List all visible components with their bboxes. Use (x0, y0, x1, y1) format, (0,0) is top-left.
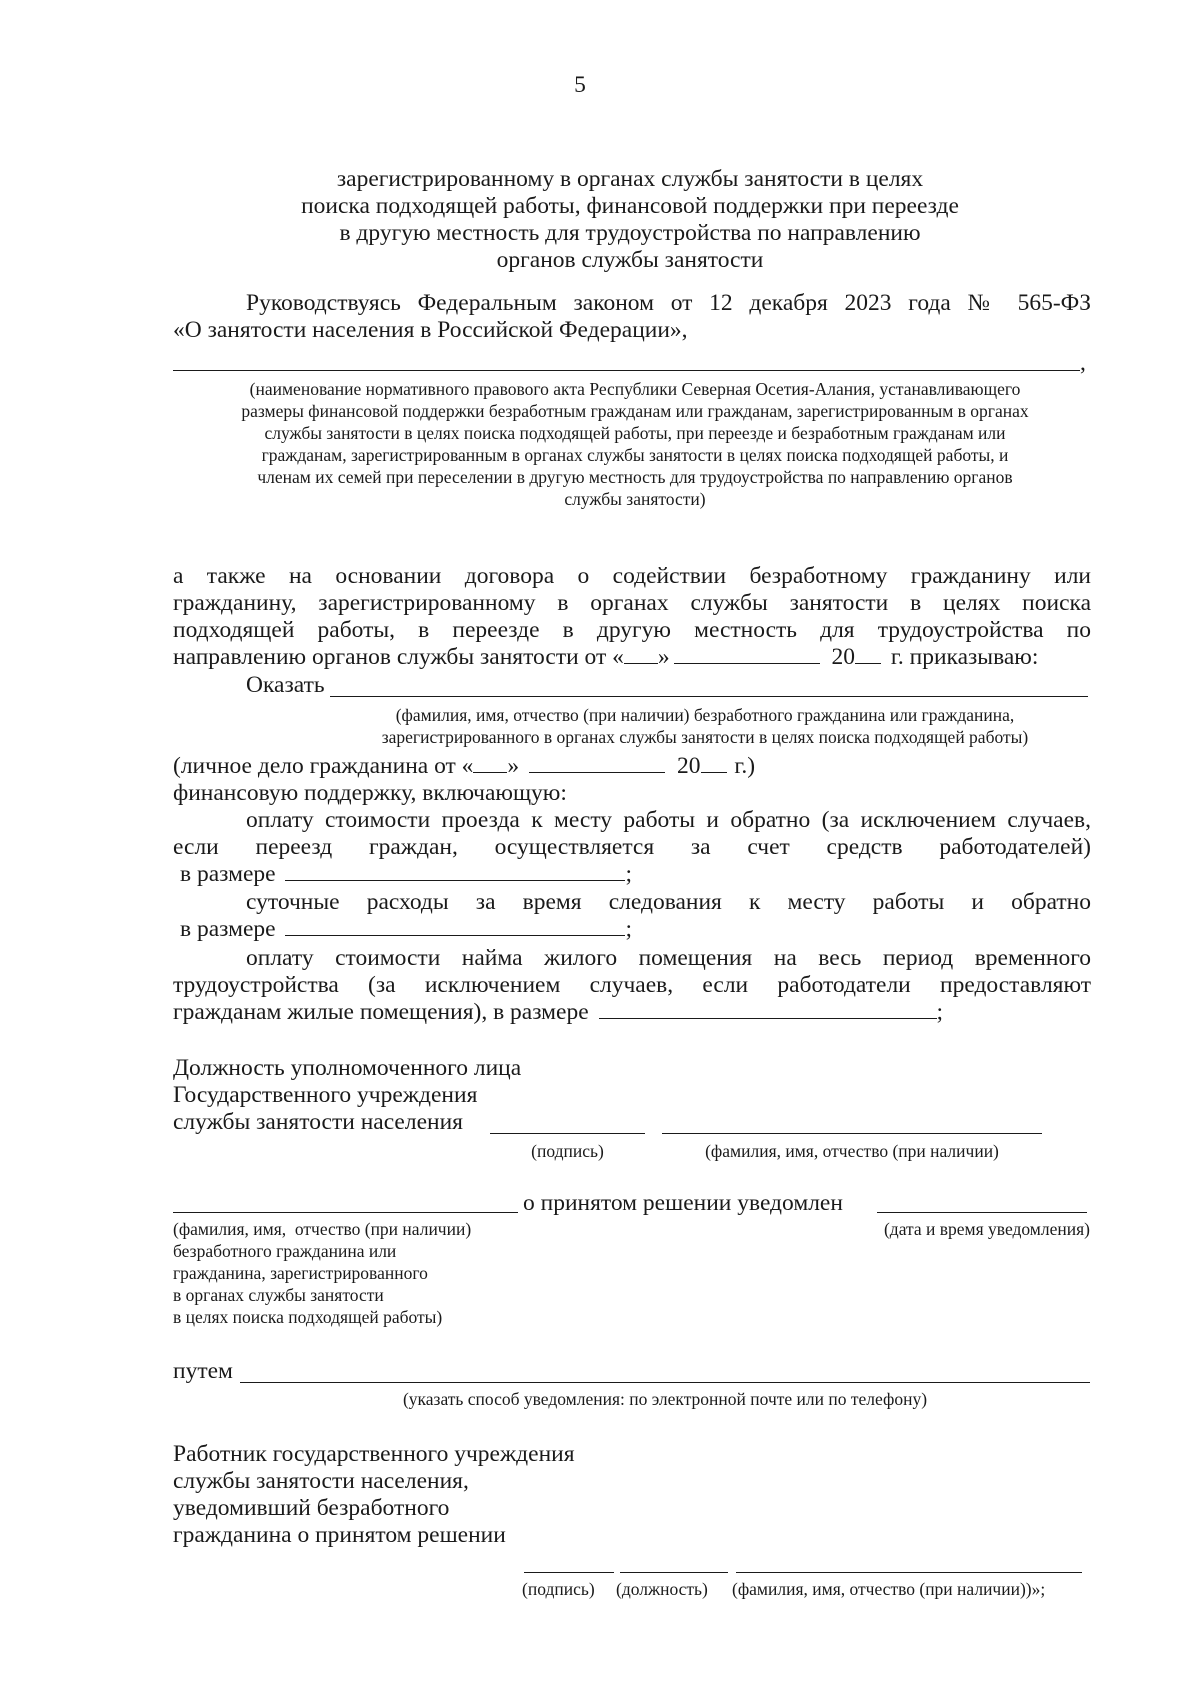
fio-label: (фамилия, имя, отчество (при наличии) (705, 1141, 999, 1161)
citizen-note-line: в целях поиска подходящей работы) (173, 1307, 443, 1327)
title-line: зарегистрированному в органах службы занятости в целях (336, 166, 924, 192)
citizen-note-line: гражданина, зарегистрированного (173, 1263, 428, 1283)
worker-signature-line[interactable] (524, 1572, 614, 1573)
worker-line: уведомивший безработного (173, 1495, 450, 1521)
citizen-name-line[interactable] (173, 1212, 518, 1213)
official-name-line[interactable] (662, 1133, 1042, 1134)
text: » (657, 644, 670, 670)
text: » (507, 753, 520, 779)
day-field[interactable] (624, 645, 658, 664)
amount-field[interactable] (285, 917, 625, 936)
para1-line2: «О занятости населения в Российской Федерации», (173, 317, 688, 343)
fio-note-line: (фамилия, имя, отчество (при наличии) безработного гражданина или гражданина, (395, 705, 1015, 725)
notification-date-line[interactable] (877, 1212, 1087, 1213)
official-line: Государственного учреждения (173, 1082, 478, 1108)
item1-amount (180, 861, 632, 888)
act-name-line[interactable] (173, 370, 1080, 371)
title-line: органов службы занятости (496, 247, 764, 273)
month-field[interactable] (674, 645, 820, 664)
date-note: (дата и время уведомления) (883, 1219, 1090, 1239)
title-line: в другую местность для трудоустройства по направлению (339, 220, 921, 246)
v-razmere-label: в размере (180, 916, 276, 942)
item2-line1: суточные расходы за время следования к месту работы и обратно (246, 889, 1091, 915)
act-note-line: гражданам, зарегистрированным в органах службы занятости в целях поиска подходящей работы, и (261, 445, 1009, 465)
title-line: поиска подходящей работы, финансовой поддержки при переезде (301, 193, 959, 219)
method-note: (указать способ уведомления: по электронной почте или по телефону) (402, 1389, 928, 1409)
citizen-note (173, 1218, 471, 1328)
citizen-note-line: (фамилия, имя, отчество (при наличии) (173, 1219, 472, 1239)
item2-amount (180, 916, 632, 943)
item1-line1: оплату стоимости проезда к месту работы и обратно (за исключением случаев, (246, 807, 1091, 833)
notification-method-line[interactable] (240, 1382, 1090, 1383)
signature-line[interactable] (490, 1133, 645, 1134)
text: (личное дело гражданина от « (173, 753, 474, 779)
citizen-name-line[interactable] (330, 696, 1088, 697)
worker-position-line[interactable] (620, 1572, 728, 1573)
official-line: службы занятости населения (173, 1109, 463, 1135)
item3-amount (173, 999, 943, 1026)
official-title (173, 1055, 521, 1136)
item1-line2: если переезд граждан, осуществляется за счет средств работодателей) (173, 834, 1091, 860)
semicolon: ; (625, 861, 632, 887)
text: г.) (734, 753, 756, 779)
okazat-label: Оказать (246, 672, 325, 698)
year-prefix: 20 (831, 644, 855, 670)
personal-file-line (173, 753, 755, 780)
comma: , (1080, 350, 1086, 376)
notified-text: о принятом решении уведомлен (523, 1190, 843, 1216)
para2-line: а также на основании договора о содействии безработному гражданину или (173, 563, 1091, 589)
para2-line: гражданину, зарегистрированному в органах службы занятости в целях поиска (173, 590, 1091, 616)
podpis-label: (подпись) (531, 1141, 604, 1161)
item3-line1: оплату стоимости найма жилого помещения на весь период временного (246, 945, 1091, 971)
worker-name-line[interactable] (736, 1572, 1082, 1573)
amount-field[interactable] (285, 862, 625, 881)
support-intro: финансовую поддержку, включающую: (173, 780, 567, 806)
semicolon: ; (936, 999, 944, 1025)
item3-line2: трудоустройства (за исключением случаев, если работодатели предоставляют (173, 972, 1091, 998)
act-note (140, 378, 1130, 510)
year-field[interactable] (701, 754, 727, 773)
final-podpis-label: (подпись) (522, 1579, 595, 1599)
month-field[interactable] (529, 754, 665, 773)
putem-label: путем (173, 1358, 233, 1384)
fio-note (320, 704, 1090, 748)
para1-line1: Руководствуясь Федеральным законом от 12 декабря 2023 года № 565-ФЗ (246, 290, 1091, 316)
page-number: 5 (574, 72, 586, 98)
act-note-line: размеры финансовой поддержки безработным гражданам или гражданам, зарегистрированным в органах (241, 401, 1029, 421)
fio-note-line: зарегистрированного в органах службы занятости в целях поиска подходящей работы) (381, 727, 1029, 747)
amount-field[interactable] (599, 1000, 937, 1019)
worker-line: Работник государственного учреждения (173, 1441, 575, 1467)
year-field[interactable] (855, 645, 881, 664)
para2-last-line (173, 644, 1038, 671)
text: г. приказываю: (890, 644, 1039, 670)
worker-line: гражданина о принятом решении (173, 1522, 506, 1548)
worker-title (173, 1441, 575, 1549)
text: направлению органов службы занятости от « (173, 644, 624, 670)
act-note-line: членам их семей при переселении в другую местность для трудоустройства по направлению органов (257, 467, 1013, 487)
act-note-line: службы занятости) (564, 489, 706, 509)
final-dolzhnost-label: (должность) (616, 1579, 708, 1599)
v-razmere-label: в размере (180, 861, 276, 887)
citizen-note-line: в органах службы занятости (173, 1285, 384, 1305)
citizen-note-line: безработного гражданина или (173, 1241, 397, 1261)
act-note-line: службы занятости в целях поиска подходящей работы, при переезде и безработным гражданам или (264, 423, 1006, 443)
semicolon: ; (625, 916, 632, 942)
para2-line: подходящей работы, в переезде в другую местность для трудоустройства по (173, 617, 1091, 643)
year-prefix: 20 (677, 753, 701, 779)
item3-line3: гражданам жилые помещения), в размере (173, 999, 589, 1025)
day-field[interactable] (473, 754, 507, 773)
document-title (200, 166, 1060, 274)
final-fio-label: (фамилия, имя, отчество (при наличии))»; (732, 1579, 1046, 1599)
official-line: Должность уполномоченного лица (173, 1055, 522, 1081)
act-note-line: (наименование нормативного правового акта Республики Северная Осетия-Алания, устанавливающего (249, 379, 1021, 399)
worker-line: службы занятости населения, (173, 1468, 469, 1494)
